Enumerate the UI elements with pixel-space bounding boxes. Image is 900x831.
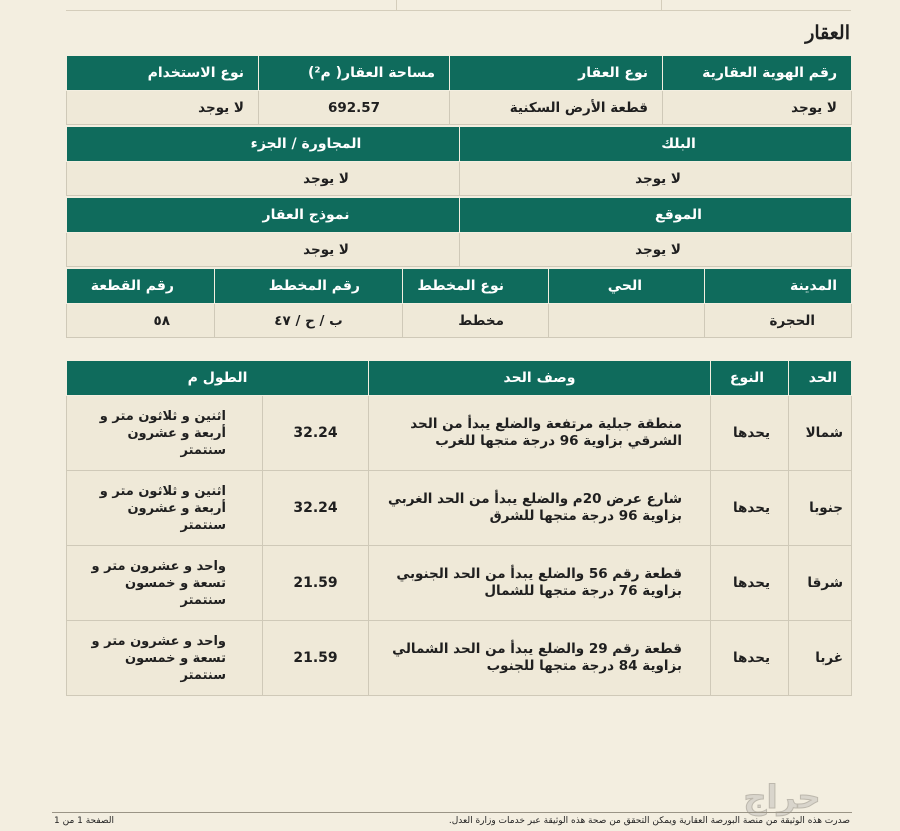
table-row — [67, 233, 852, 267]
header-cell: المجاورة / الجزء — [67, 127, 460, 162]
page-number: الصفحة 1 من 1 — [54, 816, 114, 826]
value-cell — [549, 304, 705, 338]
type-cell: يحدها — [711, 471, 789, 546]
length-cell: 21.59 — [263, 546, 369, 621]
type-cell: يحدها — [711, 546, 789, 621]
length-cell: 21.59 — [263, 621, 369, 696]
city-table — [66, 268, 852, 338]
length-words-cell: واحد و عشرون متر و تسعة و خمسون سنتمتر — [67, 546, 263, 621]
length-words-cell: اثنين و ثلاثون متر و أربعة و عشرون سنتمتر — [67, 471, 263, 546]
header-cell: الحي — [549, 269, 705, 304]
header-cell: الطول م — [67, 361, 369, 396]
table-row — [67, 91, 852, 125]
header-cell: نوع العقار — [450, 56, 663, 91]
value-cell: لا يوجد — [663, 91, 852, 125]
header-cell: النوع — [711, 361, 789, 396]
table-header-row — [67, 127, 852, 162]
previous-section-edge — [66, 0, 851, 11]
description-cell: قطعة رقم 29 والضلع يبدأ من الحد الشمالي بزاوية 84 درجة متجها للجنوب — [369, 621, 711, 696]
table-header-row — [67, 269, 852, 304]
value-cell: ب / ح / ٤٧ — [215, 304, 403, 338]
value-cell: مخطط — [403, 304, 549, 338]
footer-note: صدرت هذه الوثيقة من منصة البورصة العقارية ويمكن التحقق من صحة هذه الوثيقة عبر خدمات وزارة العدل. — [448, 816, 850, 826]
table-header-row — [67, 361, 852, 396]
length-cell: 32.24 — [263, 471, 369, 546]
length-words-cell: اثنين و ثلاثون متر و أربعة و عشرون سنتمتر — [67, 396, 263, 471]
header-cell: نموذج العقار — [67, 198, 460, 233]
strip-divider — [661, 0, 662, 10]
length-cell: 32.24 — [263, 396, 369, 471]
header-cell: رقم الهوية العقارية — [663, 56, 852, 91]
footer-divider — [52, 812, 852, 813]
description-cell: منطقة جبلية مرتفعة والضلع يبدأ من الحد الشرقي بزاوية 96 درجة متجها للغرب — [369, 396, 711, 471]
description-cell: شارع عرض 20م والضلع يبدأ من الحد الغربي بزاوية 96 درجة متجها للشرق — [369, 471, 711, 546]
table-header-row — [67, 198, 852, 233]
side-cell: شرقا — [789, 546, 852, 621]
length-words-cell: واحد و عشرون متر و تسعة و خمسون سنتمتر — [67, 621, 263, 696]
header-cell: نوع الاستخدام — [67, 56, 259, 91]
header-cell: مساحة العقار( م²) — [259, 56, 450, 91]
table-row — [67, 546, 852, 621]
value-cell: لا يوجد — [67, 233, 460, 267]
value-cell: لا يوجد — [460, 233, 852, 267]
header-cell: الحد — [789, 361, 852, 396]
watermark-text: حراج — [743, 778, 821, 816]
table-row — [67, 396, 852, 471]
table-row — [67, 621, 852, 696]
value-cell: لا يوجد — [460, 162, 852, 196]
location-table — [66, 197, 852, 267]
header-cell: رقم المخطط — [215, 269, 403, 304]
value-cell: قطعة الأرض السكنية — [450, 91, 663, 125]
property-table — [66, 55, 852, 125]
section-title: العقار — [805, 22, 850, 44]
value-cell: لا يوجد — [67, 91, 259, 125]
side-cell: شمالا — [789, 396, 852, 471]
type-cell: يحدها — [711, 396, 789, 471]
side-cell: جنوبا — [789, 471, 852, 546]
table-row — [67, 162, 852, 196]
table-row — [67, 471, 852, 546]
table-row — [67, 304, 852, 338]
header-cell: المدينة — [705, 269, 852, 304]
header-cell: رقم القطعة — [67, 269, 215, 304]
boundaries-table — [66, 360, 852, 696]
header-cell: البلك — [460, 127, 852, 162]
value-cell: الحجرة — [705, 304, 852, 338]
type-cell: يحدها — [711, 621, 789, 696]
block-table — [66, 126, 852, 196]
header-cell: نوع المخطط — [403, 269, 549, 304]
value-cell: 692.57 — [259, 91, 450, 125]
value-cell: ٥٨ — [67, 304, 215, 338]
header-cell: الموقع — [460, 198, 852, 233]
strip-divider — [396, 0, 397, 10]
description-cell: قطعة رقم 56 والضلع يبدأ من الحد الجنوبي بزاوية 76 درجة متجها للشمال — [369, 546, 711, 621]
value-cell: لا يوجد — [67, 162, 460, 196]
table-header-row — [67, 56, 852, 91]
side-cell: غربا — [789, 621, 852, 696]
header-cell: وصف الحد — [369, 361, 711, 396]
